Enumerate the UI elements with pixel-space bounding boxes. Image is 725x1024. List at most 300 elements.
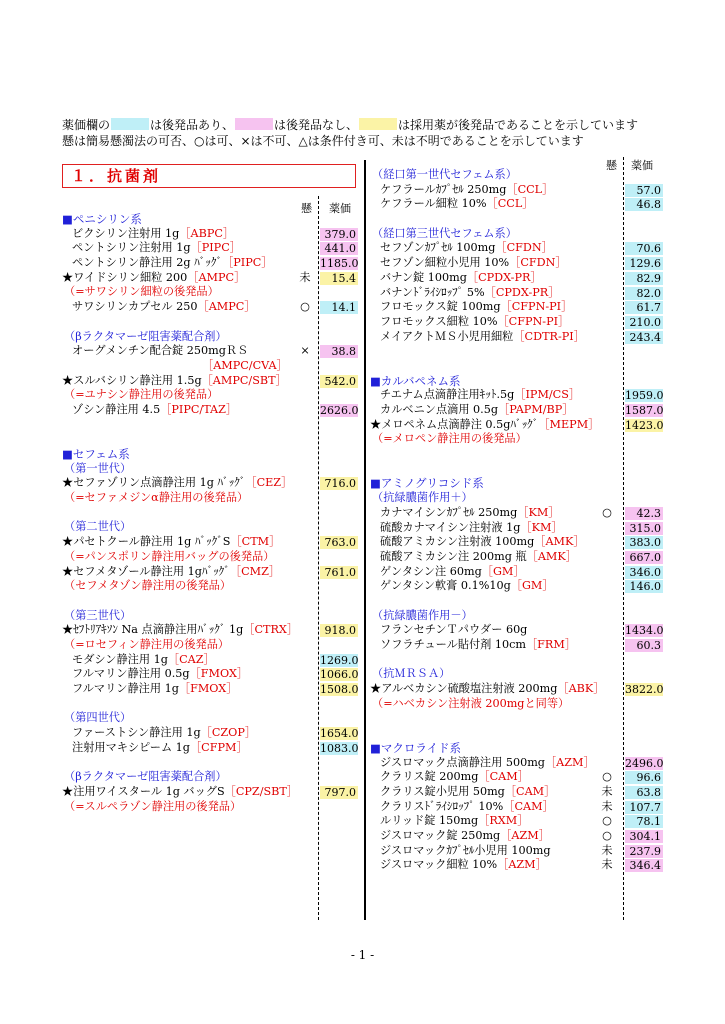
subcategory-label xyxy=(370,227,663,242)
price-cell: 38.8 xyxy=(320,345,358,358)
drug-name-cell xyxy=(62,476,292,491)
drug-name: ゾシン静注用 4.5 xyxy=(72,402,161,416)
legend-lead: 薬価欄の xyxy=(62,118,111,132)
header-text: ■セフェム系 xyxy=(62,447,130,461)
drug-name-cell xyxy=(380,814,528,829)
drug-row xyxy=(62,256,358,271)
subcategory-label xyxy=(370,168,663,183)
price-cell: 42.3 xyxy=(625,507,663,520)
drug-name: ★セファゾリン点滴静注用 1g ﾊﾞｯｸﾞ xyxy=(62,476,246,490)
drug-name-cell xyxy=(380,256,567,271)
right-column xyxy=(370,168,663,873)
drug-row xyxy=(370,829,663,844)
drug-name-cell xyxy=(380,388,580,403)
drug-name: クラリスﾄﾞﾗｲｼﾛｯﾌﾟ 10% xyxy=(380,799,504,813)
drug-code: ［CCL］ xyxy=(486,197,534,211)
drug-code: ［ABPC］ xyxy=(179,226,235,240)
price-cell: 441.0 xyxy=(320,242,358,255)
drug-code: ［CPDX-PR］ xyxy=(466,270,542,284)
generic-note xyxy=(62,491,358,506)
drug-row xyxy=(370,579,663,594)
drug-row xyxy=(62,726,358,741)
drug-code: ［CTRX］ xyxy=(243,623,299,637)
sub-text: （抗緑膿菌作用－） xyxy=(372,608,473,622)
sub-text: （経口第一世代セフェム系） xyxy=(372,168,517,181)
drug-name: ゲンタシン注 60mg xyxy=(380,564,482,578)
section-title: １．抗菌剤 xyxy=(62,164,356,188)
subcategory-label xyxy=(62,711,358,726)
category-header xyxy=(62,212,358,227)
drug-name-cell xyxy=(62,374,287,389)
drug-name-cell xyxy=(72,344,248,359)
drug-name: ★注用ワイスタール 1g バッグS xyxy=(62,784,225,798)
price-cell: 761.0 xyxy=(320,566,358,579)
drug-row xyxy=(370,550,663,565)
category-header xyxy=(62,447,358,462)
drug-name-cell xyxy=(380,844,551,859)
drug-name-cell xyxy=(62,785,298,800)
drug-name: オーグメンチン配合錠 250mgＲＳ xyxy=(72,344,249,358)
drug-name: ジスロマック点滴静注用 500mg xyxy=(380,755,545,769)
drug-name-cell xyxy=(380,241,553,256)
generic-note xyxy=(370,432,663,447)
drug-row xyxy=(62,667,358,682)
drug-row xyxy=(370,183,663,198)
drug-name: ジスロマック細粒 10% xyxy=(380,858,498,872)
drug-code: ［GM］ xyxy=(481,564,525,578)
drug-name-cell xyxy=(380,300,572,315)
legend-text-b: は後発品なし、 xyxy=(274,118,359,132)
drug-row xyxy=(370,197,663,212)
price-cell: 107.7 xyxy=(625,801,663,814)
drug-code: ［AMPC/SBT］ xyxy=(201,373,287,387)
drug-row xyxy=(62,741,358,756)
drug-name: ペントシリン注射用 1g xyxy=(72,241,191,255)
legend-swatch-yellow xyxy=(359,118,397,130)
price-cell: 146.0 xyxy=(625,580,663,593)
legend-text-a: は後発品あり、 xyxy=(150,118,235,132)
suspension-mark: 未 xyxy=(601,784,613,798)
drug-name-cell xyxy=(380,800,554,815)
header-text: ■アミノグリコシド系 xyxy=(370,476,484,491)
subcategory-label xyxy=(370,491,663,506)
drug-row xyxy=(370,565,663,580)
drug-name-cell xyxy=(380,565,525,580)
drug-name-cell xyxy=(380,829,550,844)
price-cell: 315.0 xyxy=(625,522,663,535)
suspension-mark: ○ xyxy=(602,828,612,842)
generic-note xyxy=(62,638,358,653)
price-cell: 3822.0 xyxy=(625,683,664,697)
drug-name: ペントシリン静注用 2g ﾊﾞｯｸﾞ xyxy=(72,256,223,270)
sub-text: （第二世代） xyxy=(64,520,132,534)
subcategory-label xyxy=(370,609,663,624)
spacer xyxy=(370,359,663,374)
drug-name-cell xyxy=(380,183,553,198)
drug-row xyxy=(62,344,358,359)
spacer xyxy=(62,697,358,712)
drug-code: ［ABK］ xyxy=(557,682,605,696)
drug-name: フロモックス錠 100mg xyxy=(380,300,501,314)
price-cell: 129.6 xyxy=(625,257,663,270)
drug-name-cell xyxy=(380,403,573,418)
spacer xyxy=(62,506,358,521)
sub-text: （βラクタマーゼ阻害薬配合剤） xyxy=(64,329,227,343)
drug-row xyxy=(62,535,358,550)
drug-name: カナマイシンｶﾌﾟｾﾙ 250mg xyxy=(380,505,518,519)
sub-text: （第四世代） xyxy=(64,711,132,725)
drug-code: ［PIPC/TAZ］ xyxy=(160,402,238,416)
drug-code: ［KM］ xyxy=(520,520,563,534)
drug-row xyxy=(370,521,663,536)
drug-name: ルリッド錠 150mg xyxy=(380,814,479,828)
drug-row xyxy=(62,682,358,697)
legend-line-2: 懸は簡易懸濁法の可否、○は可、×は不可、△は条件付き可、未は不明であることを示しています xyxy=(62,134,584,148)
price-cell: 1423.0 xyxy=(625,418,664,432)
drug-row xyxy=(370,256,663,271)
drug-name-cell xyxy=(370,418,599,433)
column-divider xyxy=(364,160,366,920)
price-cell: 1269.0 xyxy=(320,653,359,667)
note-text: （=スルペラゾン静注用の後発品） xyxy=(64,799,242,813)
drug-row xyxy=(370,403,663,418)
drug-code: ［FMOX］ xyxy=(178,682,238,695)
drug-name: 注射用マキシピーム 1g xyxy=(72,740,190,754)
drug-code: ［GM］ xyxy=(510,579,554,593)
drug-name: ★アルベカシン硫酸塩注射液 200mg xyxy=(370,682,558,696)
generic-note xyxy=(370,697,663,712)
spacer xyxy=(62,594,358,609)
generic-note xyxy=(62,388,358,403)
drug-code: ［MEPM］ xyxy=(538,417,600,431)
drug-code: ［CFDN］ xyxy=(509,256,567,270)
drug-row xyxy=(370,535,663,550)
drug-code: ［AZM］ xyxy=(497,858,547,872)
price-cell: 918.0 xyxy=(320,624,358,637)
price-cell: 60.3 xyxy=(625,639,663,652)
drug-code: ［CFPN-PI］ xyxy=(500,300,573,314)
drug-code: ［CFDN］ xyxy=(495,241,553,255)
price-cell: 716.0 xyxy=(320,477,358,490)
spacer xyxy=(370,462,663,477)
suspension-mark: ○ xyxy=(602,505,612,519)
suspension-mark: 未 xyxy=(601,799,613,813)
drug-name-cell xyxy=(72,403,237,418)
drug-name: カルベニン点滴用 0.5g xyxy=(380,403,499,416)
drug-name: クラリス錠 200mg xyxy=(380,770,479,784)
drug-name-cell xyxy=(72,726,256,741)
header-text: ■マクロライド系 xyxy=(370,740,462,755)
suspension-mark: 未 xyxy=(601,843,613,857)
drug-row xyxy=(370,756,663,771)
price-cell: 14.1 xyxy=(320,301,358,314)
codeline-text: ［AMPC/CVA］ xyxy=(202,358,288,372)
legend-line-1 xyxy=(62,117,638,133)
drug-name: フルマリン静注用 0.5g xyxy=(72,667,190,681)
note-text: （=パンスポリン静注用バッグの後発品） xyxy=(64,549,275,563)
drug-name: フランセチンＴパウダー 60g xyxy=(380,623,528,637)
subcategory-label xyxy=(62,520,358,535)
drug-code: ［IPM/CS］ xyxy=(514,388,581,402)
drug-name-cell xyxy=(380,271,542,286)
drug-code: ［CPDX-PR］ xyxy=(484,285,560,299)
note-text: （=サワシリン細粒の後発品） xyxy=(64,285,219,299)
left-column xyxy=(62,212,358,814)
note-text: （=ハベカシン注射液 200mgと同等） xyxy=(372,696,570,710)
drug-row xyxy=(62,785,358,800)
generic-note xyxy=(62,579,358,594)
drug-name: セフゾンｶﾌﾟｾﾙ 100mg xyxy=(380,241,496,255)
drug-name-cell xyxy=(380,770,529,785)
drug-code: ［CZOP］ xyxy=(200,726,257,740)
category-header xyxy=(370,476,663,491)
drug-row xyxy=(370,506,663,521)
spacer xyxy=(370,594,663,609)
drug-code: ［CAM］ xyxy=(504,784,556,798)
drug-row xyxy=(62,374,358,389)
drug-name-cell xyxy=(62,271,245,286)
price-cell: 70.6 xyxy=(625,242,663,255)
price-cell: 797.0 xyxy=(320,786,358,799)
left-header-kake: 懸 xyxy=(301,202,312,215)
note-text: （=セファメジンα静注用の後発品） xyxy=(64,491,249,505)
price-cell: 346.4 xyxy=(625,859,663,872)
drug-name: ジスロマックｶﾌﾟｾﾙ小児用 100mg xyxy=(380,843,551,857)
drug-name-cell xyxy=(380,550,577,565)
drug-name-cell xyxy=(380,756,595,771)
price-cell: 243.4 xyxy=(625,331,663,344)
drug-row xyxy=(370,858,663,873)
sub-text: （抗ＭＲＳＡ） xyxy=(372,667,451,681)
price-cell: 96.6 xyxy=(625,771,663,784)
drug-row xyxy=(370,388,663,403)
drug-code: ［CAM］ xyxy=(478,770,529,784)
drug-name: チエナム点滴静注用ｷｯﾄ.5g xyxy=(380,388,515,402)
drug-name: モダシン静注用 1g xyxy=(72,652,168,666)
price-cell: 57.0 xyxy=(625,184,663,197)
right-header-kake: 懸 xyxy=(606,159,617,172)
price-cell: 1654.0 xyxy=(320,727,359,741)
note-text: （=メロペン静注用の後発品） xyxy=(372,432,527,446)
price-cell: 82.9 xyxy=(625,272,663,285)
subcategory-label xyxy=(62,609,358,624)
drug-name: 硫酸カナマイシン注射液 1g xyxy=(380,520,521,534)
price-cell: 210.0 xyxy=(625,316,663,329)
price-cell: 15.4 xyxy=(320,272,358,285)
price-cell: 379.0 xyxy=(320,228,358,241)
drug-code: ［CMZ］ xyxy=(229,564,281,578)
drug-name-cell xyxy=(380,315,569,330)
drug-name: サワシリンカプセル 250 xyxy=(72,300,198,314)
spacer xyxy=(370,212,663,227)
price-cell: 1587.0 xyxy=(625,404,664,417)
drug-code: ［AMPC］ xyxy=(187,270,246,284)
note-text: （=ロセフィン静注用の後発品） xyxy=(64,637,230,651)
drug-name-cell xyxy=(62,535,280,550)
drug-name-cell xyxy=(72,300,256,315)
price-cell: 82.0 xyxy=(625,287,663,300)
drug-name-cell xyxy=(380,579,554,594)
drug-name: バナン錠 100mg xyxy=(380,270,467,284)
drug-row xyxy=(370,286,663,301)
drug-name: セフゾン細粒小児用 10% xyxy=(380,256,510,270)
left-header-yakka: 薬価 xyxy=(329,202,351,215)
drug-code: ［CAZ］ xyxy=(167,652,215,666)
drug-code: ［AMK］ xyxy=(526,549,577,563)
note-text: （セフメタゾン静注用の後発品） xyxy=(64,579,232,593)
sub-text: （第三世代） xyxy=(64,608,132,622)
price-cell: 61.7 xyxy=(625,301,663,314)
spacer xyxy=(370,711,663,726)
price-cell: 542.0 xyxy=(320,375,358,388)
drug-name: ★パセトクール静注用 1g ﾊﾞｯｸﾞS xyxy=(62,535,231,549)
drug-row xyxy=(370,330,663,345)
drug-name-cell xyxy=(72,741,248,756)
legend-swatch-cyan xyxy=(111,118,149,130)
drug-name: ★ｾﾌﾄﾘｱｷｿﾝ Na 点滴静注用ﾊﾞｯｸﾞ 1g xyxy=(62,623,244,637)
spacer xyxy=(370,344,663,359)
drug-code: ［PAPM/BP］ xyxy=(498,403,574,416)
price-cell: 1083.0 xyxy=(320,741,359,755)
drug-name-cell xyxy=(380,330,585,345)
drug-name: ★メロペネム点滴静注 0.5gﾊﾞｯｸﾞ xyxy=(370,417,539,431)
subcategory-label xyxy=(62,770,358,785)
category-header xyxy=(370,741,663,756)
drug-name: ★スルバシリン静注用 1.5g xyxy=(62,373,202,387)
legend-swatch-pink xyxy=(235,118,273,130)
price-cell: 1434.0 xyxy=(625,624,664,638)
drug-name-cell xyxy=(72,256,272,271)
drug-name-cell xyxy=(72,653,215,668)
drug-code: ［RXM］ xyxy=(478,814,529,828)
drug-row xyxy=(370,638,663,653)
drug-name-cell xyxy=(380,785,555,800)
drug-code: ［CFPM］ xyxy=(189,740,248,754)
price-cell: 1066.0 xyxy=(320,668,359,682)
price-cell: 383.0 xyxy=(625,536,663,549)
drug-row xyxy=(370,770,663,785)
drug-row xyxy=(62,653,358,668)
drug-row xyxy=(62,565,358,580)
sub-text: （抗緑膿菌作用＋） xyxy=(372,491,473,505)
drug-row xyxy=(370,800,663,815)
subcategory-label xyxy=(370,667,663,682)
price-cell: 2626.0 xyxy=(320,403,359,417)
drug-row xyxy=(62,241,358,256)
suspension-mark: ○ xyxy=(602,770,612,784)
price-cell: 1508.0 xyxy=(320,683,359,696)
drug-row xyxy=(370,623,663,638)
price-cell: 237.9 xyxy=(625,845,663,858)
drug-name-cell xyxy=(72,227,234,242)
spacer xyxy=(62,755,358,770)
code-line xyxy=(62,359,358,374)
drug-name: フロモックス細粒 10% xyxy=(380,314,498,328)
drug-name-cell xyxy=(380,521,563,536)
price-cell: 46.8 xyxy=(625,198,663,211)
price-cell: 2496.0 xyxy=(625,756,664,770)
spacer xyxy=(370,447,663,462)
drug-code: ［CAM］ xyxy=(503,799,554,813)
suspension-mark: × xyxy=(300,344,310,358)
drug-name: 硫酸アミカシン注 200mg 瓶 xyxy=(380,549,527,563)
suspension-mark: 未 xyxy=(299,270,311,284)
drug-name: フルマリン静注用 1g xyxy=(72,682,179,695)
drug-row xyxy=(370,300,663,315)
page-number: - 1 - xyxy=(350,948,375,962)
drug-name-cell xyxy=(72,682,237,697)
drug-code: ［AZM］ xyxy=(500,828,550,842)
price-cell: 63.8 xyxy=(625,786,663,799)
header-text: ■カルバペネム系 xyxy=(370,373,461,388)
drug-code: ［KM］ xyxy=(517,505,560,519)
drug-code: ［CTM］ xyxy=(230,535,281,549)
drug-name: メイアクトＭＳ小児用細粒 xyxy=(380,329,514,343)
header-text: ■ペニシリン系 xyxy=(62,212,142,226)
sub-text: （経口第三世代セフェム系） xyxy=(372,226,517,240)
drug-name: バナンﾄﾞﾗｲｼﾛｯﾌﾟ 5% xyxy=(380,285,485,299)
price-cell: 304.1 xyxy=(625,830,663,843)
drug-code: ［CCL］ xyxy=(506,182,554,196)
drug-row xyxy=(370,844,663,859)
price-cell: 346.0 xyxy=(625,566,663,579)
sub-text: （βラクタマーゼ阻害薬配合剤） xyxy=(64,770,227,784)
drug-name: 硫酸アミカシン注射液 100mg xyxy=(380,535,535,549)
drug-name-cell xyxy=(72,667,248,682)
right-header-yakka: 薬価 xyxy=(631,159,653,172)
drug-code: ［AMPC］ xyxy=(197,300,256,314)
drug-name-cell xyxy=(62,565,280,580)
drug-row xyxy=(370,241,663,256)
legend-text-c: は採用薬が後発品であることを示しています xyxy=(398,118,639,132)
drug-name-cell xyxy=(380,535,585,550)
drug-name-cell xyxy=(370,682,604,697)
drug-code: ［CPZ/SBT］ xyxy=(224,784,298,798)
note-text: （=ユナシン静注用の後発品） xyxy=(64,388,219,402)
drug-row xyxy=(370,682,663,697)
drug-name-cell xyxy=(380,197,533,212)
drug-code: ［FMOX］ xyxy=(189,667,249,681)
suspension-mark: 未 xyxy=(601,858,613,872)
price-cell: 1185.0 xyxy=(320,257,359,271)
drug-name: ソフラチュール貼付剤 10cm xyxy=(380,638,526,651)
drug-name: ケフラールｶﾌﾟｾﾙ 250mg xyxy=(380,182,507,196)
generic-note xyxy=(62,800,358,815)
price-cell: 78.1 xyxy=(625,815,663,828)
drug-row xyxy=(370,271,663,286)
subcategory-label xyxy=(62,462,358,477)
price-cell: 763.0 xyxy=(320,536,358,549)
drug-name-cell xyxy=(380,638,576,653)
drug-row xyxy=(62,300,358,315)
spacer xyxy=(370,726,663,741)
drug-name: ケフラール細粒 10% xyxy=(380,197,487,211)
subcategory-label xyxy=(62,330,358,345)
spacer xyxy=(370,653,663,668)
drug-code: ［CEZ］ xyxy=(245,476,293,490)
drug-name: ★ワイドシリン細粒 200 xyxy=(62,270,188,284)
drug-name-cell xyxy=(380,286,559,301)
sub-text: （第一世代） xyxy=(64,461,132,475)
generic-note xyxy=(62,285,358,300)
drug-name: ゲンタシン軟膏 0.1%10g xyxy=(380,579,511,593)
drug-row xyxy=(62,476,358,491)
drug-row xyxy=(62,227,358,242)
drug-row xyxy=(370,315,663,330)
drug-code: ［CFPN-PI］ xyxy=(497,314,570,328)
spacer xyxy=(62,418,358,433)
drug-row xyxy=(370,785,663,800)
